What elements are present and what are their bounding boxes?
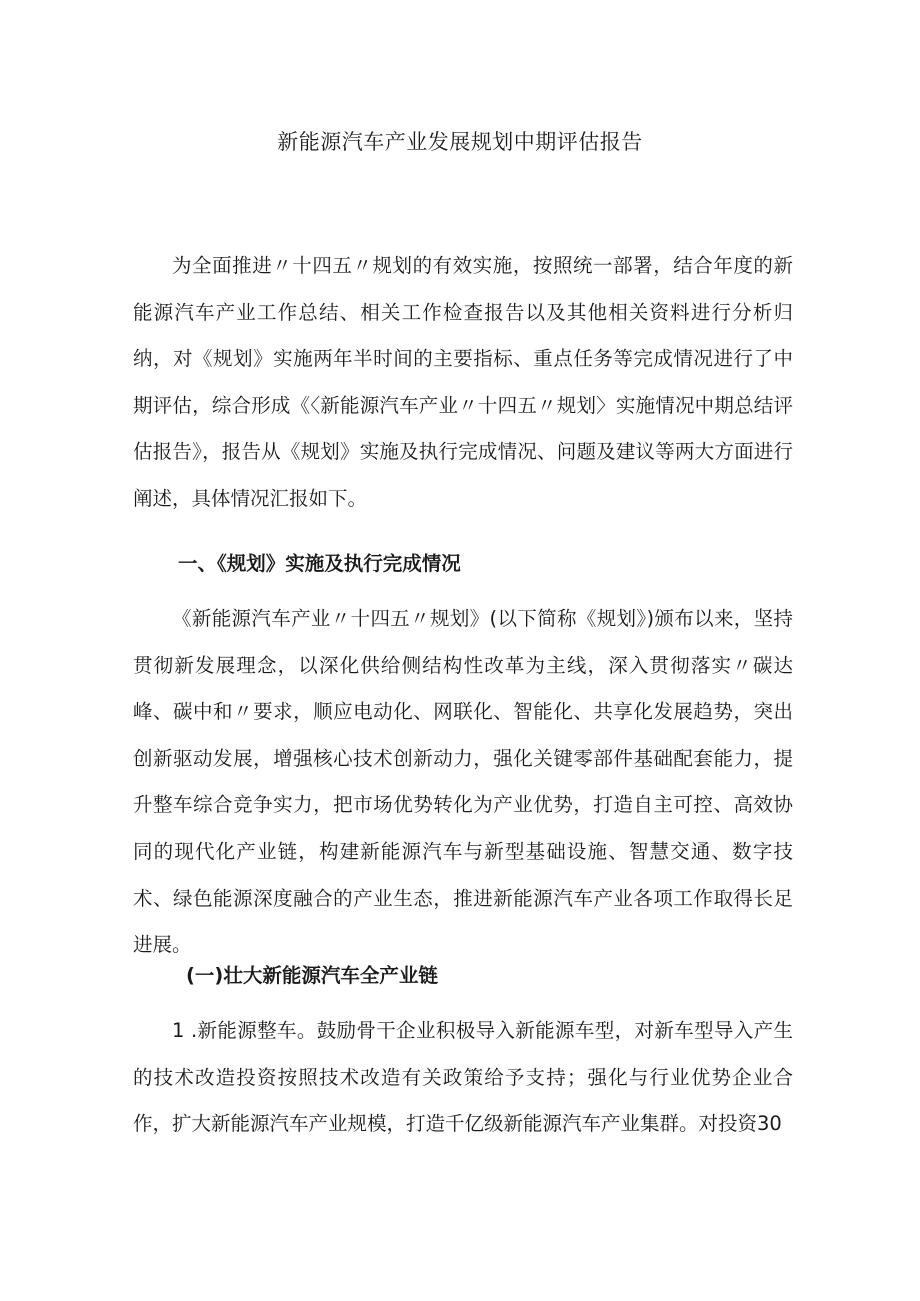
- subsection-1-paragraph: 1 .新能源整车。鼓励骨干企业积极导入新能源车型，对新车型导入产生的技术改造投资按照技术改造有关政策给予支持；强化与行业优势企业合作，扩大新能源汽车产业规模，打造千亿级新能源汽车产业集群。对投资30: [133, 1019, 793, 1136]
- document-title: 新能源汽车产业发展规划中期评估报告: [277, 130, 643, 154]
- section-1-heading: 一、《规划》实施及执行完成情况: [178, 552, 461, 575]
- subsection-1-heading: (一)壮大新能源汽车全产业链: [186, 964, 438, 987]
- section-1-paragraph: 《新能源汽车产业〃十四五〃规划》(以下简称《规划》)颁布以来，坚持贯彻新发展理念，以深化供给侧结构性改革为主线，深入贯彻落实〃碳达峰、碳中和〃要求，顺应电动化、网联化、智能化、共享化发展趋势，突出创新驱动发展，增强核心技术创新动力，强化关键零部件基础配套能力，提升整车综合竞争实力，把市场优势转化为产业优势，打造自主可控、高效协同的现代化产业链，构建新能源汽车与新型基础设施、智慧交通、数字技术、绿色能源深度融合的产业生态，推进新能源汽车产业各项工作取得长足进展。: [133, 607, 793, 957]
- intro-paragraph: 为全面推进〃十四五〃规划的有效实施，按照统一部署，结合年度的新能源汽车产业工作总结、相关工作检查报告以及其他相关资料进行分析归纳，对《规划》实施两年半时间的主要指标、重点任务等完成情况进行了中期评估，综合形成《〈新能源汽车产业〃十四五〃规划〉实施情况中期总结评估报告》，报告从《规划》实施及执行完成情况、问题及建议等两大方面进行阐述，具体情况汇报如下。: [133, 254, 793, 510]
